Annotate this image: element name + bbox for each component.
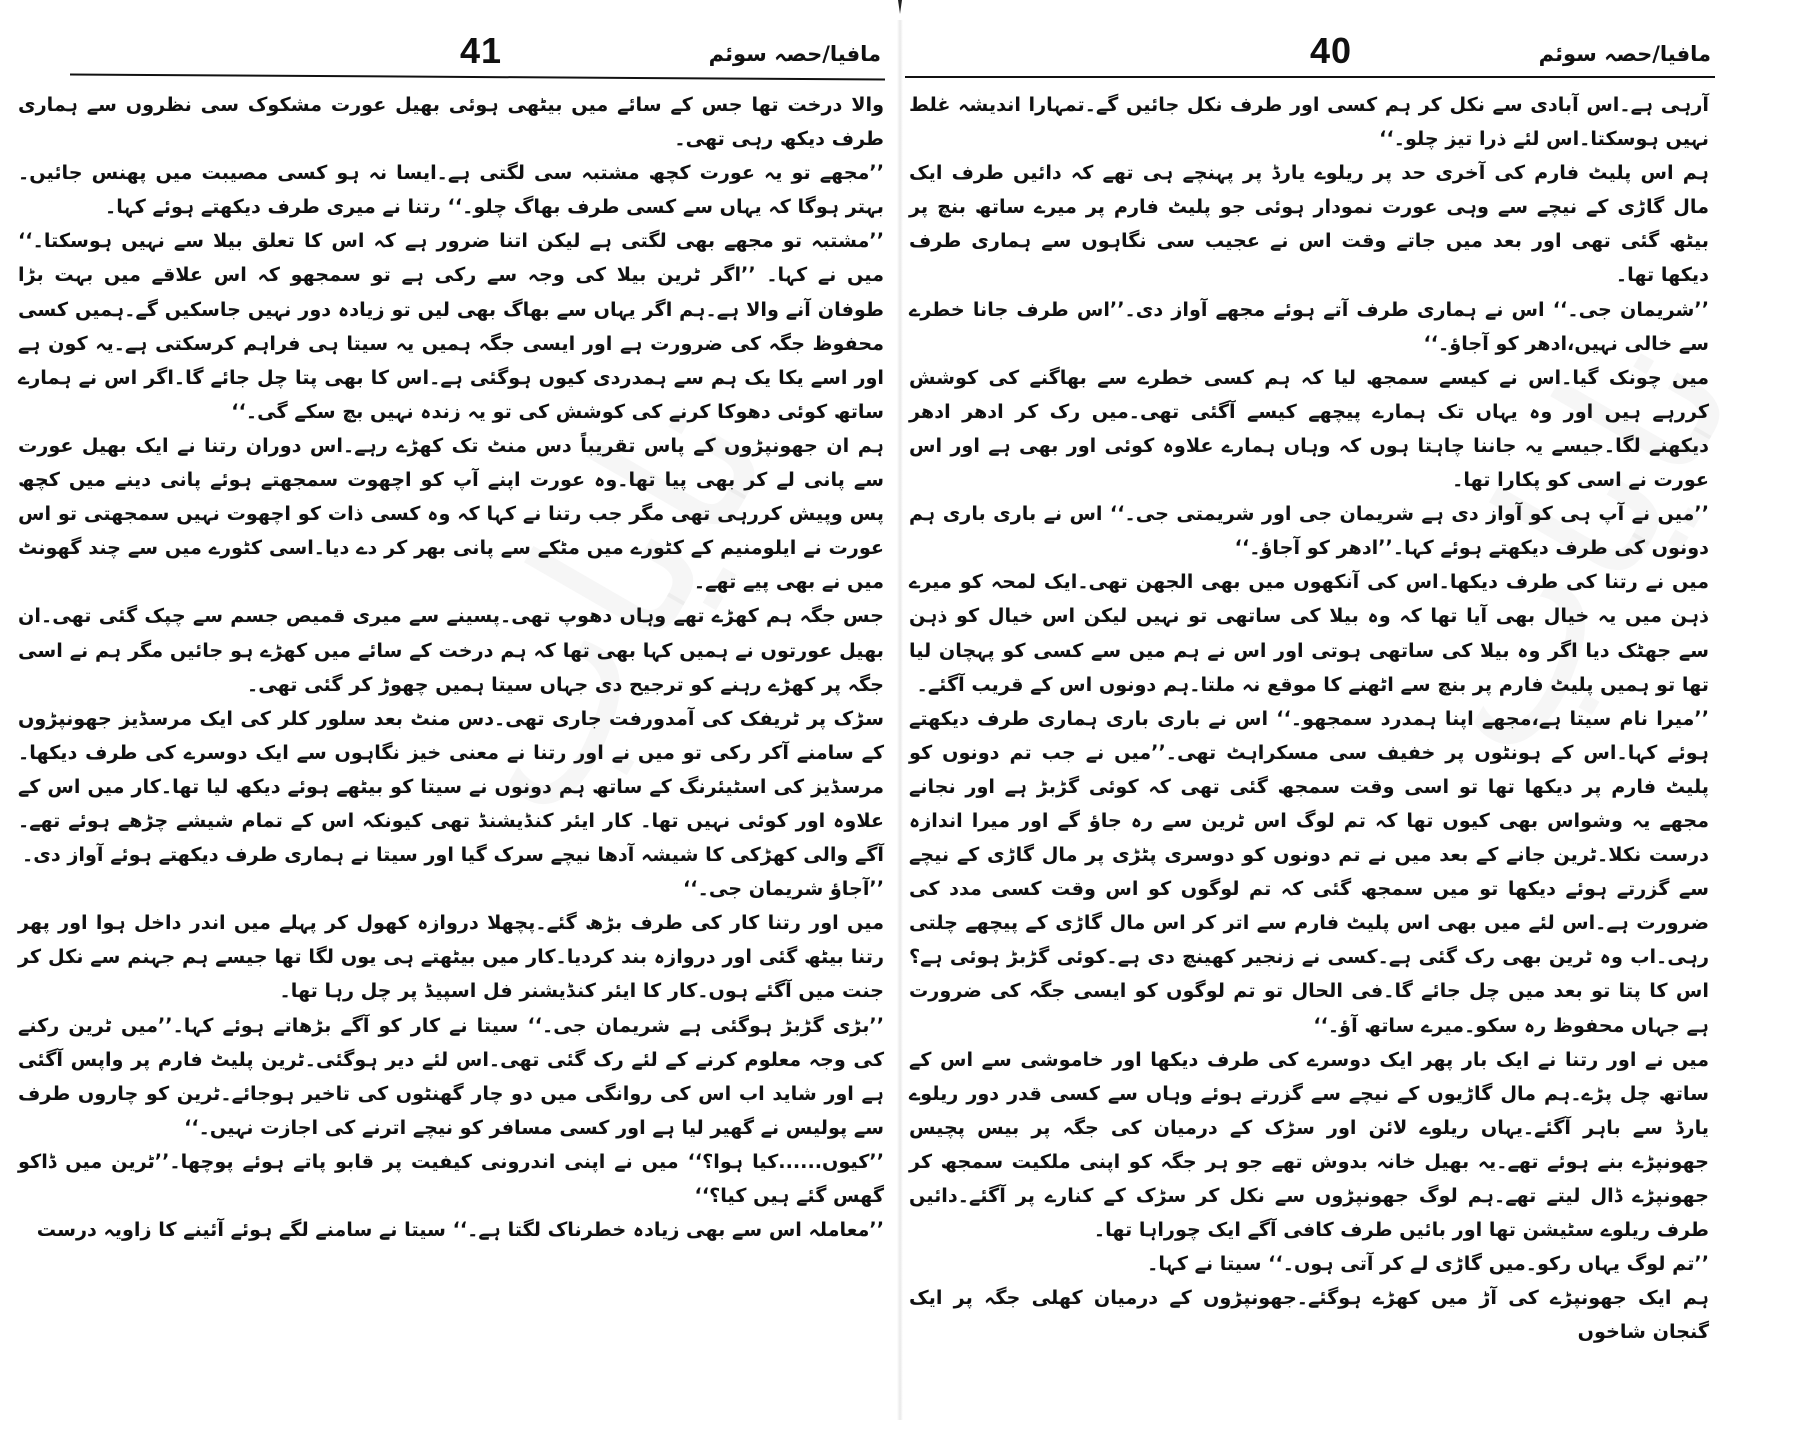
page-header [70, 22, 885, 80]
paragraph: ہم ایک جھونپڑے کی آڑ میں کھڑے ہوگئے۔جھونپڑوں کے درمیان کھلی جگہ پر ایک گنجان شاخوں [909, 1286, 1709, 1344]
paragraph: ہم ان جھونپڑوں کے پاس تقریباً دس منٹ تک کھڑے رہے۔اس دوران رتنا نے ایک بھیل عورت سے پانی لے کر بھی پیا تھا۔وہ عورت اپنے آپ کو اچھوت سمجھتے ہوئے پانی دینے میں کچھ پس وپیش کررہی تھی مگر جب رتنا نے کہا کہ وہ کسی ذات کو اچھوت نہیں سمجھتی تو اس عورت نے ایلومنیم کے کٹورے میں مٹکے سے پانی بھر کر دے دیا۔اسی کٹورے میں سے چند گھونٹ میں نے بھی پیے تھے۔ [18, 433, 884, 594]
paragraph: ’’مشتبہ تو مجھے بھی لگتی ہے لیکن اتنا ضرور ہے کہ اس کا تعلق بیلا سے نہیں ہوسکتا۔‘‘ میں نے کہا۔ ’’اگر ٹرین بیلا کی وجہ سے رکی ہے تو سمجھو کہ اس علاقے میں بہت بڑا طوفان آنے والا ہے۔ہم اگر یہاں سے بھاگ بھی لیں تو زیادہ دور نہیں جاسکیں گے۔ہمیں کسی محفوظ جگہ کی ضرورت ہے اور ایسی جگہ ہمیں یہ سیتا ہی فراہم کرسکتی ہے۔یہ کون ہے اور اسے یکا یک ہم سے ہمدردی کیوں ہوگئی ہے۔اس کا بھی پتا چل جائے گا۔اگر اس نے ہمارے ساتھ کوئی دھوکا کرنے کی کوشش کی تو یہ زندہ نہیں بچ سکے گی۔‘‘ [18, 229, 884, 423]
paragraph: جس جگہ ہم کھڑے تھے وہاں دھوپ تھی۔پسینے سے میری قمیص جسم سے چپک گئی تھی۔ان بھیل عورتوں نے ہمیں کہا بھی تھا کہ ہم درخت کے سائے میں کھڑے ہو جائیں مگر ہم نے اسی جگہ پر کھڑے رہنے کو ترجیح دی جہاں سیتا ہمیں چھوڑ کر گئی تھی۔ [18, 604, 884, 696]
paragraph: ’’تم لوگ یہاں رکو۔میں گاڑی لے کر آتی ہوں۔‘‘ سیتا نے کہا۔ [1147, 1252, 1709, 1276]
paragraph: والا درخت تھا جس کے سائے میں بیٹھی ہوئی بھیل عورت مشکوک سی نظروں سے ہماری طرف دیکھ رہی تھی۔ [18, 93, 884, 151]
paragraph: ’’بڑی گڑبڑ ہوگئی ہے شریمان جی۔‘‘ سیتا نے کار کو آگے بڑھاتے ہوئے کہا۔’’میں ٹرین رکنے کی وجہ معلوم کرنے کے لئے رک گئی تھی۔اس لئے دیر ہوگئی۔ٹرین پلیٹ فارم پر واپس آگئی ہے اور شاید اب اس کی روانگی میں دو چار گھنٹوں کی تاخیر ہوجائے۔ٹرین کو چاروں طرف سے پولیس نے گھیر لیا ہے اور کسی مسافر کو نیچے اترنے کی اجازت نہیں۔‘‘ [18, 1013, 884, 1139]
paragraph: ’’آجاؤ شریمان جی۔‘‘ [683, 877, 884, 901]
paragraph: آرہی ہے۔اس آبادی سے نکل کر ہم کسی اور طرف نکل جائیں گے۔تمہارا اندیشہ غلط نہیں ہوسکتا۔اس لئے ذرا تیز چلو۔‘‘ [909, 93, 1709, 151]
running-title: مافیا/حصہ سوئم [1538, 42, 1711, 66]
page-body [909, 88, 1709, 1349]
paragraph: ’’معاملہ اس سے بھی زیادہ خطرناک لگتا ہے۔‘‘ سیتا نے سامنے لگے ہوئے آئینے کا زاویہ درست [36, 1218, 884, 1242]
paragraph: ’’میں نے آپ ہی کو آواز دی ہے شریمان جی اور شریمتی جی۔‘‘ اس نے باری باری ہم دونوں کی طرف دیکھتے ہوئے کہا۔’’ادھر کو آجاؤ۔‘‘ [909, 502, 1709, 560]
running-title: مافیا/حصہ سوئم [708, 42, 881, 66]
paragraph: میں اور رتنا کار کی طرف بڑھ گئے۔پچھلا دروازہ کھول کر پہلے میں اندر داخل ہوا اور پھر رتنا بیٹھ گئی اور دروازہ بند کردیا۔کار میں بیٹھتے ہی یوں لگا تھا جیسے ہم جہنم سے نکل کر جنت میں آگئے ہوں۔کار کا ایئر کنڈیشنر فل اسپیڈ پر چل رہا تھا۔ [18, 911, 884, 1003]
page-number: 41 [460, 30, 503, 71]
header-rule [70, 74, 885, 81]
paragraph: ’’شریمان جی۔‘‘ اس نے ہماری طرف آتے ہوئے مجھے آواز دی۔’’اس طرف جانا خطرے سے خالی نہیں،ادھر کو آجاؤ۔‘‘ [909, 297, 1709, 355]
paragraph: ’’مجھے تو یہ عورت کچھ مشتبہ سی لگتی ہے۔ایسا نہ ہو کسی مصیبت میں پھنس جائیں۔بہتر ہوگا کہ یہاں سے کسی طرف بھاگ چلو۔‘‘ رتنا نے میری طرف دیکھتے ہوئے کہا۔ [18, 161, 884, 219]
header-rule [905, 76, 1715, 78]
paragraph: ’’میرا نام سیتا ہے،مجھے اپنا ہمدرد سمجھو۔‘‘ اس نے باری باری ہماری طرف دیکھتے ہوئے کہا۔اس کے ہونٹوں پر خفیف سی مسکراہٹ تھی۔’’میں نے جب تم دونوں کو پلیٹ فارم پر دیکھا تھا تو اسی وقت سمجھ گئی تھی کہ کوئی گڑبڑ ہے اور نجانے مجھے یہ وشواس بھی کیوں تھا کہ تم لوگ اس ٹرین سے رہ جاؤ گے اور میرا اندازہ درست نکلا۔ٹرین جانے کے بعد میں نے تم دونوں کو دوسری پٹڑی پر مال گاڑی کے نیچے سے گزرتے ہوئے دیکھا تو میں سمجھ گئی کہ تم لوگوں کو اس وقت کسی مدد کی ضرورت ہے۔اس لئے میں بھی اس پلیٹ فارم سے اتر کر اس مال گاڑی کے پیچھے چلتی رہی۔اب وہ ٹرین بھی رک گئی ہے۔کسی نے زنجیر کھینچ دی ہے۔کوئی گڑبڑ ہوئی ہے؟ اس کا پتا تو بعد میں چل جائے گا۔فی الحال تو تم لوگوں کو ایسی جگہ کی ضرورت ہے جہاں محفوظ رہ سکو۔میرے ساتھ آؤ۔‘‘ [909, 706, 1709, 1037]
page-number: 40 [1310, 30, 1353, 71]
paragraph: میں نے رتنا کی طرف دیکھا۔اس کی آنکھوں میں بھی الجھن تھی۔ایک لمحہ کو میرے ذہن میں یہ خیال بھی آیا تھا کہ وہ بیلا کی ساتھی تو نہیں لیکن اس خیال کو ذہن سے جھٹک دیا اگر وہ بیلا کی ساتھی ہوتی اور اس نے ہم میں سے کسی کو پہچان لیا تھا تو ہمیں پلیٹ فارم پر بنچ سے اٹھنے کا موقع نہ ملتا۔ہم دونوں اس کے قریب آگئے۔ [909, 570, 1709, 696]
book-spine [897, 20, 903, 1420]
paragraph: ہم اس پلیٹ فارم کی آخری حد پر ریلوے یارڈ پر پہنچے ہی تھے کہ دائیں طرف ایک مال گاڑی کے نیچے سے وہی عورت نمودار ہوئی جو پلیٹ فارم پر میرے ساتھ بنچ پر بیٹھ گئی تھی اور بعد میں جاتے وقت اس نے عجیب سی نگاہوں سے ہماری طرف دیکھا تھا۔ [909, 161, 1709, 287]
paragraph: میں نے اور رتنا نے ایک بار پھر ایک دوسرے کی طرف دیکھا اور خاموشی سے اس کے ساتھ چل پڑے۔ہم مال گاڑیوں کے نیچے سے گزرتے ہوئے وہاں سے کسی قدر دور ریلوے یارڈ سے باہر آگئے۔یہاں ریلوے لائن اور سڑک کے درمیان کی جگہ پر بیس پچیس جھونپڑے بنے ہوئے تھے۔یہ بھیل خانہ بدوش تھے جو ہر جگہ کو اپنی ملکیت سمجھ کر جھونپڑے ڈال لیتے تھے۔ہم لوگ جھونپڑوں سے نکل کر سڑک کے کنارے پر آگئے۔دائیں طرف ریلوے سٹیشن تھا اور بائیں طرف کافی آگے ایک چوراہا تھا۔ [909, 1047, 1709, 1242]
page-body [18, 88, 884, 1247]
paragraph: سڑک پر ٹریفک کی آمدورفت جاری تھی۔دس منٹ بعد سلور کلر کی ایک مرسڈیز جھونپڑوں کے سامنے آکر رکی تو میں نے اور رتنا نے معنی خیز نگاہوں سے ایک دوسرے کی طرف دیکھا۔مرسڈیز کی اسٹیئرنگ کے ساتھ ہم دونوں نے سیتا کو بیٹھے ہوئے دیکھ لیا تھا۔کار میں اس کے علاوہ اور کوئی نہیں تھا۔ کار ایئر کنڈیشنڈ تھی کیونکہ اس کے تمام شیشے چڑھے ہوئے تھے۔آگے والی کھڑکی کا شیشہ آدھا نیچے سرک گیا اور سیتا نے ہماری طرف دیکھتے ہوئے آواز دی۔ [18, 706, 884, 867]
right-page [905, 0, 1800, 1436]
page-header [905, 22, 1715, 80]
paragraph: میں چونک گیا۔اس نے کیسے سمجھ لیا کہ ہم کسی خطرے سے بھاگنے کی کوشش کررہے ہیں اور وہ یہاں تک ہمارے پیچھے کیسے آگئی تھی۔میں رک کر ادھر ادھر دیکھنے لگا۔جیسے یہ جاننا چاہتا ہوں کہ وہاں ہمارے علاوہ کوئی اور بھی ہے اور اس عورت نے اسی کو پکارا تھا۔ [909, 365, 1709, 492]
left-page [0, 0, 895, 1436]
paragraph: ’’کیوں......کیا ہوا؟‘‘ میں نے اپنی اندرونی کیفیت پر قابو پاتے ہوئے پوچھا۔’’ٹرین میں ڈاکو گھس گئے ہیں کیا؟‘‘ [18, 1149, 884, 1207]
